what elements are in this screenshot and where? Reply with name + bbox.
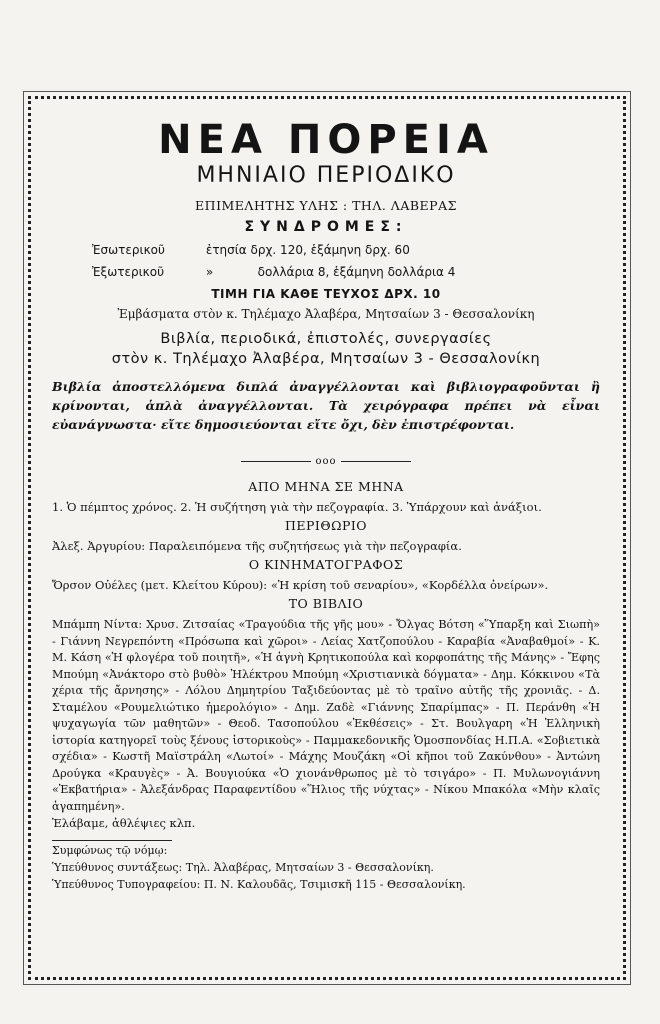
domestic-value: ἐτησία δρχ. 120, ἑξάμηνη δρχ. 60: [205, 243, 410, 257]
section-heading-book: ΤΟ ΒΙΒΛΙΟ: [288, 596, 364, 611]
legal-rule: [52, 840, 172, 841]
magazine-subtitle: ΜΗΝΙΑΙΟ ΠΕΡΙΟΔΙΚΟ: [196, 163, 456, 188]
section-heading-cinema: Ο ΚΙΝΗΜΑΤΟΓΡΑΦΟΣ: [248, 557, 404, 572]
section-text-margin: Ἀλεξ. Ἀργυρίου: Παραλειπόμενα τῆς συζητήσεως γιὰ τὴν πεζογραφία.: [52, 539, 462, 553]
subscriptions-heading: ΣΥΝΔΡΟΜΕΣ:: [244, 219, 408, 235]
foreign-price-row: [52, 265, 600, 279]
remittances-line: Ἐμβάσματα στὸν κ. Τηλέμαχο Ἀλαβέρα, Μητσαίων 3 - Θεσσαλονίκη: [117, 307, 535, 321]
books-notice: Βιβλία ἀποστελλόμενα διπλά ἀναγγέλλονται καὶ βιβλιογραφοῦνται ἢ κρίνονται, ἁπλὰ ἀναγγέλλονται. Τὰ χειρόγραφα πρέπει νὰ εἶναι εὐανάγνωστα· εἴτε δημοσιεύονται εἴτε ὄχι, δὲν ἐπιστρέφονται.: [52, 379, 600, 432]
section-text-book: Μπάμπη Νίντα: Χρυσ. Ζιτσαίας «Τραγούδια τῆς γῆς μου» - Ὄλγας Βότση «Ὕπαρξη καὶ Σιωπὴ» - Γιάννη Νεγρεπόντη «Πρόσωπα καὶ χῶροι» - Λείας Χατζοπούλου - Καραβία «Ἀναβαθμοί» - Κ. Μ. Κάση «Ἡ φλογέρα τοῦ ποιητῆ», «Ἡ ἁγνὴ Κρητικοπούλα καὶ κορφοπάτης τῆς Μάνης» - Ἔφης Μπούμη «Ἀνάκτορο στὸ βυθὸ» Ἠλέκτρου Μπούμη «Χριστιανικὰ δόγματα» - Δημ. Κόκκινου «Τὰ χέρια τῆς ἄρνησης» - Λόλου Δημητρίου Ταξιδεύοντας μὲ τὸ τραῖνο αὐτῆς τῆς χρονιᾶς. - Δ. Σταμέλου «Ρουμελιώτικο ἡμερολόγιο» - Δημ. Ζαδὲ «Γιάννης Σπαρίμπας» - Π. Περάνθη «Ἡ ψυχαγωγία τῶν μαθητῶν» - Θεοδ. Τασοπούλου «Ἐκθέσεις» - Στ. Βουλγαρη «Ἡ Ἑλληνικὴ ἱστορία κατηγορεῖ τοὺς ξένους ἱστορικοὺς» - Παμμακεδονικῆς Ὁμοσπονδίας Η.Π.Α. «Σοβιετικὰ σχέδια» - Κωστῆ Μαϊστράλη «Λωτοί» - Μάχης Μουζάκη «Οἱ κῆποι τοῦ Ζακύνθου» - Ἀντώνη Δρούγκα «Κραυγὲς» - Ἀ. Βουγιούκα «Ὁ χιονάνθρωπος μὲ τὸ τσιγάρο» - Π. Μυλωνογιάννη «Ἐκβατήρια» - Ἀλεξάνδρας Παραφεντίδου «Ἥλιος τῆς νύχτας» - Νίκου Μπακόλα «Μὴν κλαῖς ἀγαπημένη».: [52, 618, 600, 813]
section-heading-margin: ΠΕΡΙΘΩΡΙΟ: [284, 518, 368, 533]
domestic-label: Ἐσωτερικοῦ: [92, 243, 165, 257]
foreign-label: Ἐξωτερικοῦ: [92, 265, 165, 279]
legal-line2: Ὑπεύθυνος συντάξεως: Τηλ. Ἀλαβέρας, Μητσαίων 3 - Θεσσαλονίκη.: [52, 861, 434, 874]
domestic-price-row: [52, 243, 600, 257]
books-to-address: [52, 329, 600, 369]
section-text-cinema: Ὄρσον Οὐέλες (μετ. Κλείτου Κύρου): «Ἡ κρίση τοῦ σεναρίου», «Κορδέλλα ὀνείρων».: [52, 578, 549, 592]
legal-line3: Ὑπεύθυνος Τυπογραφείου: Π. Ν. Καλουδᾶς, Τσιμισκῆ 115 - Θεσσαλονίκη.: [52, 878, 466, 891]
foreign-value: δολλάρια 8, ἑξάμηνη δολλάρια 4: [257, 265, 456, 279]
divider: [52, 456, 600, 467]
magazine-title: ΝΕΑ ΠΟΡΕΙΑ: [158, 117, 494, 163]
section-text-month: 1. Ὁ πέμπτος χρόνος. 2. Ἡ συζήτηση γιὰ τὴν πεζογραφία. 3. Ὑπάρχουν καὶ ἀνάξιοι.: [52, 500, 542, 514]
foreign-ditto: »: [205, 265, 214, 279]
section-heading-month: ΑΠΟ ΜΗΝΑ ΣΕ ΜΗΝΑ: [248, 479, 404, 494]
page-content: [52, 110, 600, 892]
legal-line1: Συμφώνως τῷ νόμῳ:: [52, 844, 168, 857]
editor-line: ΕΠΙΜΕΛΗΤΗΣ ΥΛΗΣ : ΤΗΛ. ΛΑΒΕΡΑΣ: [195, 198, 457, 213]
books-to-line1: Βιβλία, περιοδικά, ἐπιστολές, συνεργασίες: [160, 331, 492, 347]
issue-price: ΤΙΜΗ ΓΙΑ ΚΑΘΕ ΤΕΥΧΟΣ ΔΡΧ. 10: [211, 287, 441, 301]
divider-mark: ooo: [315, 456, 337, 467]
received-line: Ἐλάβαμε, ἀθλέψιες κλπ.: [52, 816, 196, 830]
books-to-line2: στὸν κ. Τηλέμαχο Ἀλαβέρα, Μητσαίων 3 - Θεσσαλονίκη: [111, 351, 541, 367]
